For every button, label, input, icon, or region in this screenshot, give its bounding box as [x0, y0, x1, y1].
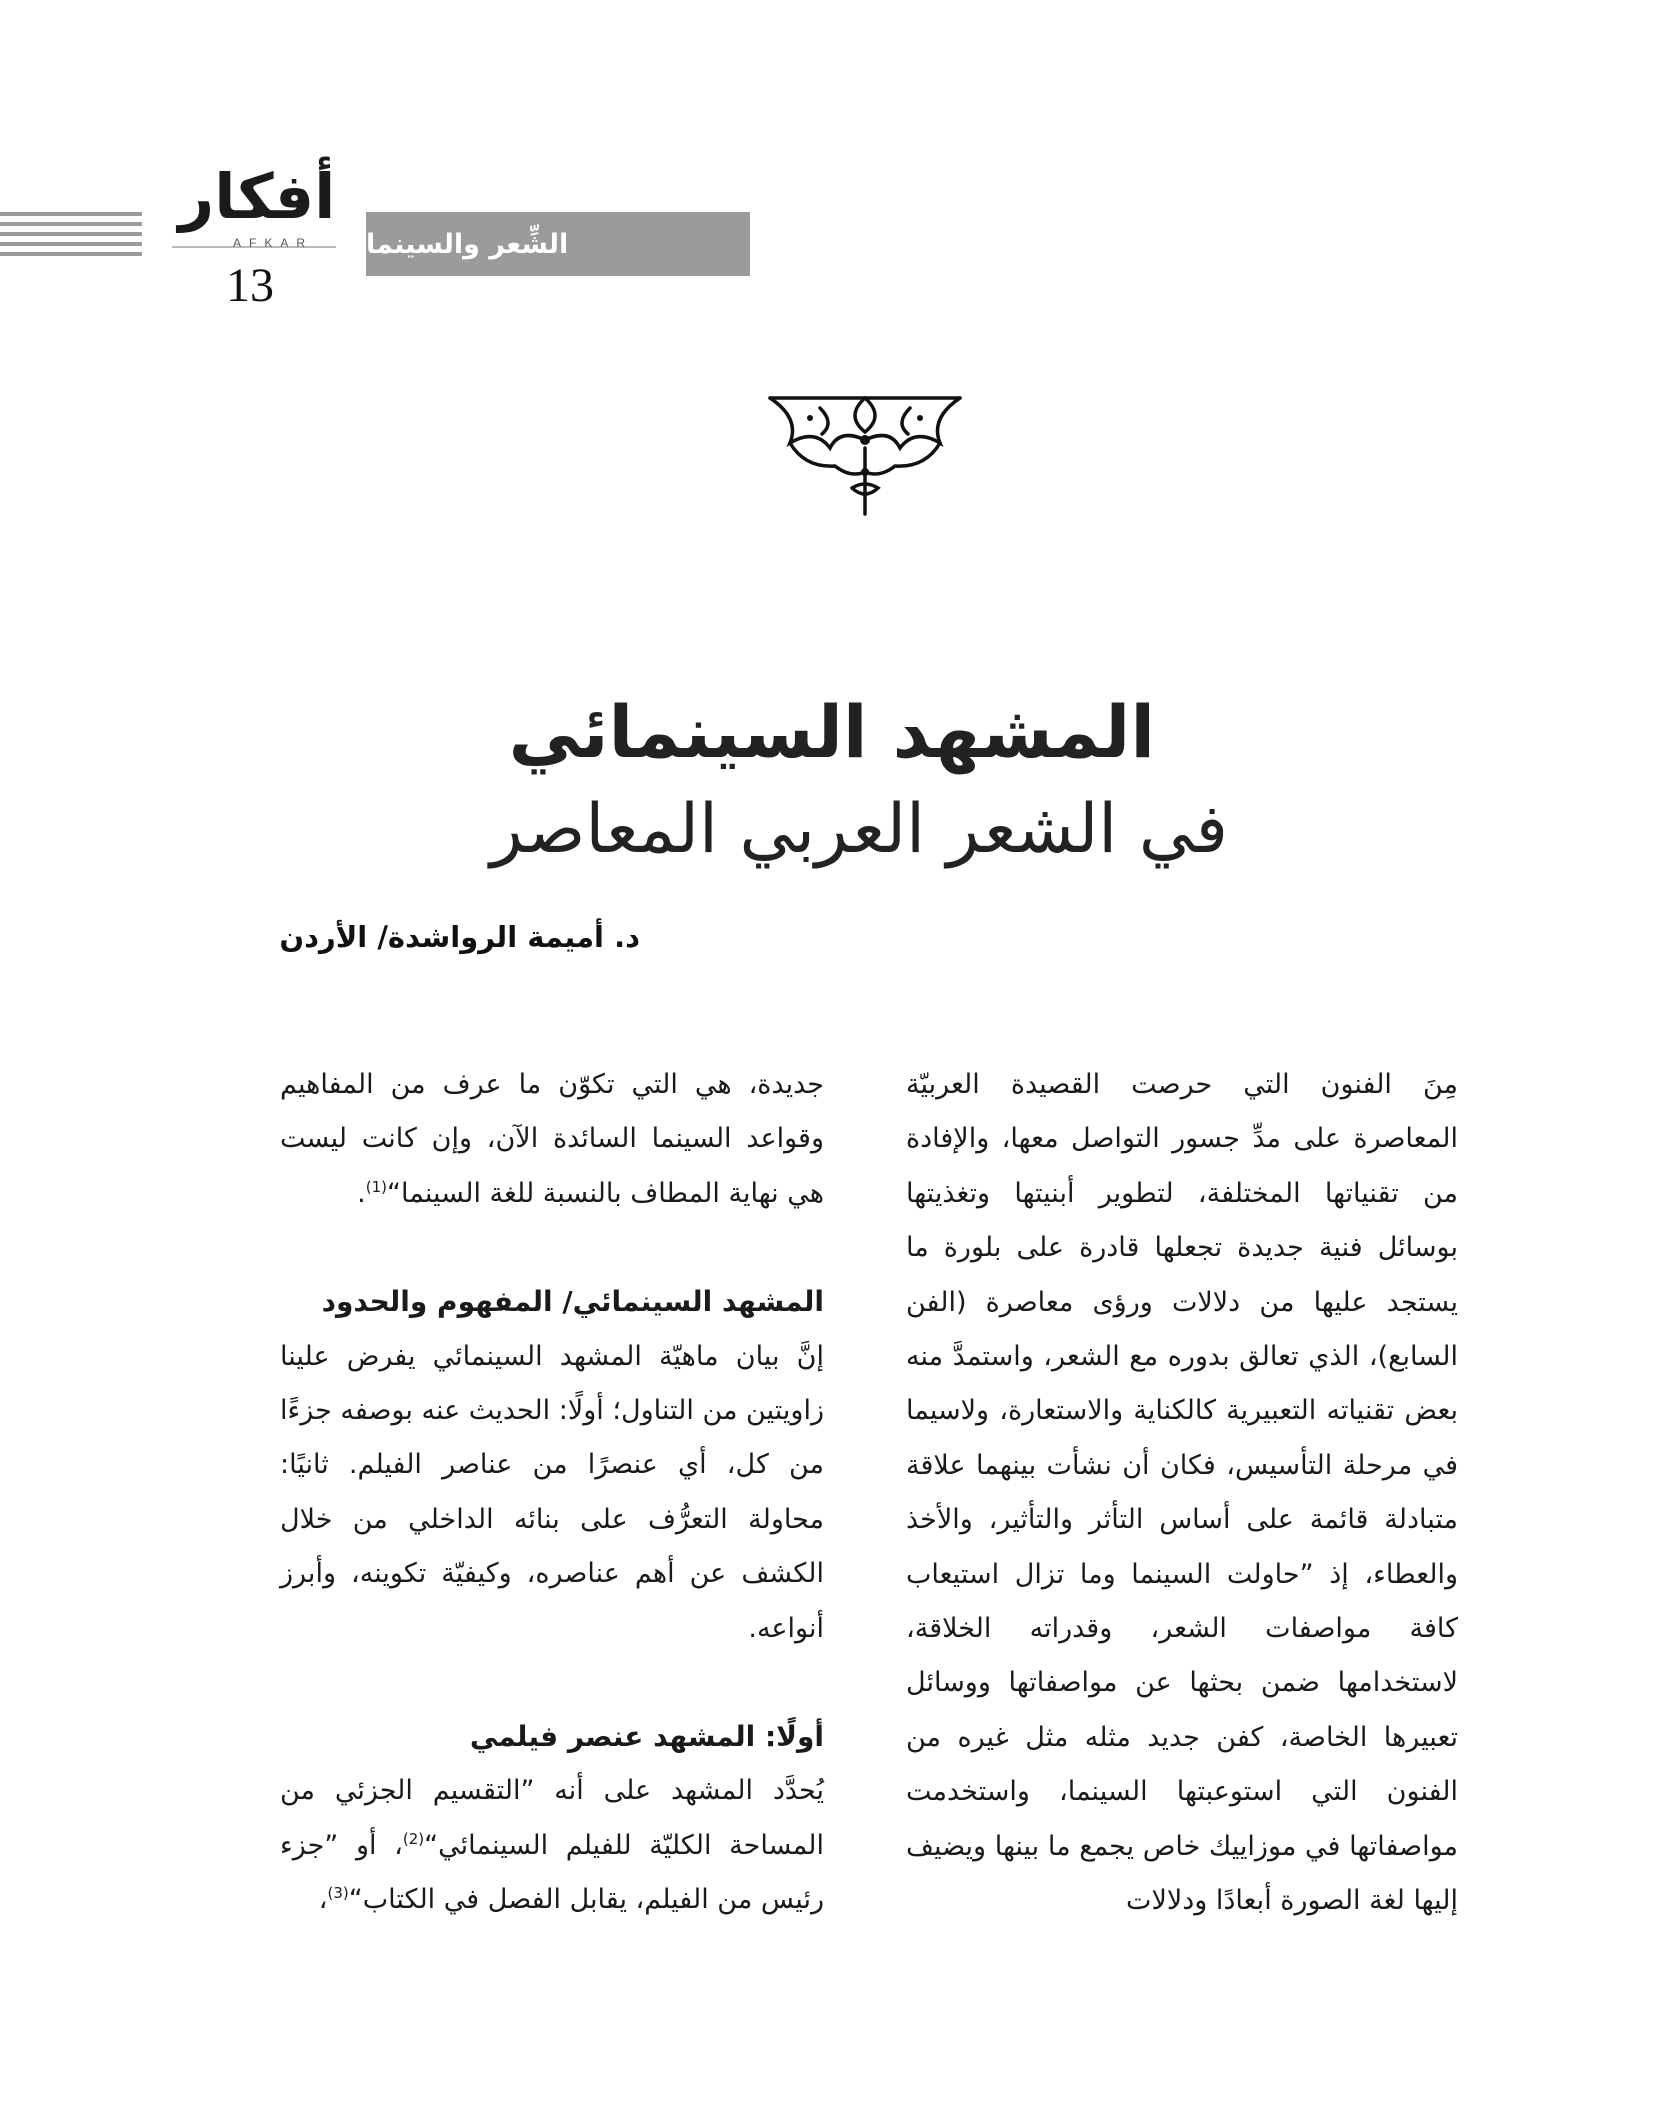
section-heading: أولًا: المشهد عنصر فيلمي — [469, 1720, 824, 1754]
article-author: د. أميمة الرواشدة/ الأردن — [279, 920, 640, 954]
body-column-left — [280, 1058, 824, 1928]
paragraph: جديدة، هي التي تكوّن ما عرف من المفاهيم وقواعد السينما السائدة الآن، وإن كانت ليست هي نهاية المطاف بالنسبة للغة السينما“$^{(1)}$. — [280, 1069, 824, 1209]
section-heading: المشهد السينمائي/ المفهوم والحدود — [321, 1285, 824, 1319]
section-label: الشِّعر والسينما — [366, 212, 750, 276]
footnote-ref: (3) — [327, 1884, 349, 1903]
ornament-icon — [760, 388, 970, 518]
paragraph: إنَّ بيان ماهيّة المشهد السينمائي يفرض علينا زاويتين من التناول؛ أولًا: الحديث عنه بوصفه جزءًا من كل، أي عنصرًا من عناصر الفيلم. ثانيًا: محاولة التعرُّف على بنائه الداخلي من خلال الكشف عن أهم عناصره، وكيفيّة تكوينه، وأبرز أنواعه. — [280, 1340, 824, 1644]
footnote-ref: (1) — [365, 1177, 388, 1196]
page-number: 13 — [226, 259, 274, 312]
paragraph: يُحدَّد المشهد على أنه ”التقسيم الجزئي من المساحة الكليّة للفيلم السينمائي“$^{(2)}$، أو ”جزء رئيس من الفيلم، يقابل الفصل في الكتاب“$^{(3)}$، — [280, 1775, 824, 1916]
body-column-right — [906, 1058, 1458, 1929]
magazine-logo: أفكار — [178, 160, 336, 233]
footnote-ref: (2) — [402, 1829, 425, 1848]
paragraph: مِنَ الفنون التي حرصت القصيدة العربيّة المعاصرة على مدِّ جسور التواصل معها، والإفادة من تقنياتها المختلفة، لتطوير أبنيتها وتغذيتها بوسائل فنية جديدة تجعلها قادرة على بلورة ما يستجد عليها من دلالات ورؤى معاصرة (الفن السابع)، الذي تعالق بدوره مع الشعر، واستمدَّ منه بعض تقنياته التعبيرية كالكناية والاستعارة، ولاسيما في مرحلة التأسيس، فكان أن نشأت بينهما علاقة متبادلة قائمة على أساس التأثر والتأثير، والأخذ والعطاء، إذ ”حاولت السينما وما تزال استيعاب كافة مواصفات الشعر، وقدراته الخلاقة، لاستخدامها ضمن بحثها عن مواصفاتها ووسائل تعبيرها الخاصة، كفن جديد مثله مثل غيره من الفنون التي استوعبتها السينما، واستخدمت مواصفاتها في موزاييك خاص يجمع ما بينها ويضيف إليها لغة الصورة أبعادًا ودلالات — [906, 1069, 1458, 1917]
article-title-line2: في الشعر العربي المعاصر — [490, 790, 1228, 869]
header-stripes — [0, 212, 142, 262]
article-title-line1: المشهد السينمائي — [508, 690, 1155, 774]
magazine-logo-latin: AFKAR — [232, 236, 313, 250]
